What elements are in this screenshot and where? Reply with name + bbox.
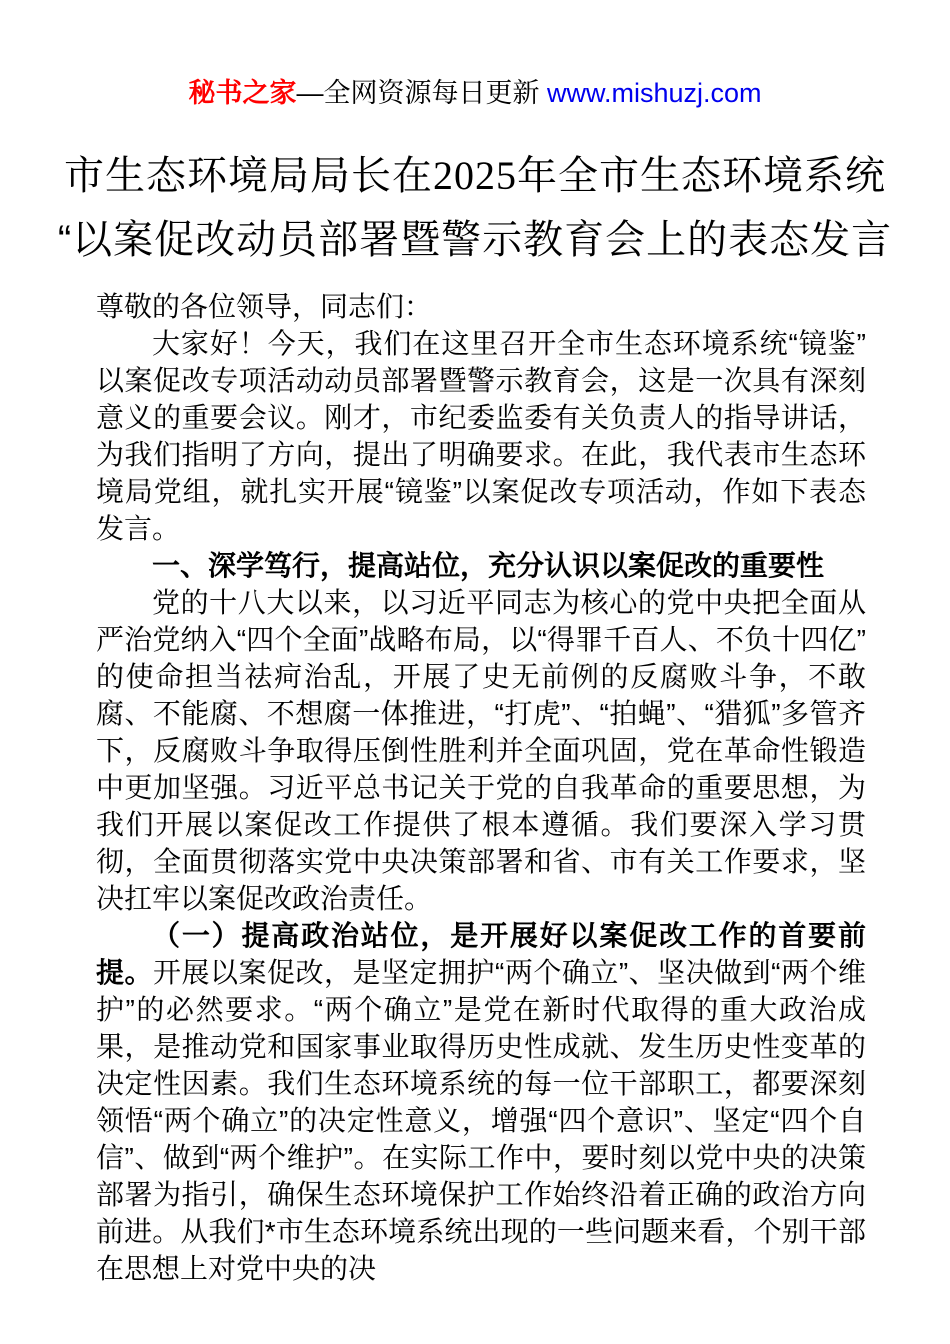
- subsection1-paragraph: [96, 917, 866, 1287]
- section1-paragraph: 党的十八大以来，以习近平同志为核心的党中央把全面从严治党纳入“四个全面”战略布局，以“得罪千百人、不负十四亿”的使命担当祛疴治乱，开展了史无前例的反腐败斗争，不敢腐、不能腐、不想腐一体推进，“打虎”、“拍蝇”、“猎狐”多管齐下，反腐败斗争取得压倒性胜利并全面巩固，党在革命性锻造中更加坚强。习近平总书记关于党的自我革命的重要思想，为我们开展以案促改工作提供了根本遵循。我们要深入学习贯彻，全面贯彻落实党中央决策部署和省、市有关工作要求，坚决扛牢以案促改政治责任。: [96, 587, 866, 914]
- title-line1-post: 年全市生态环境系统: [517, 154, 886, 198]
- document-body: [96, 288, 866, 1287]
- title-year: 2025: [433, 153, 517, 198]
- subsection1-rest: 开展以案促改，是坚定拥护“两个确立”、坚决做到“两个维护”的必然要求。“两个确立”是党在新时代取得的重大政治成果，是推动党和国家事业取得历史性成就、发生历史性变革的决定性因素。我们生态环境系统的每一位干部职工，都要深刻领悟“两个确立”的决定性意义，增强“四个意识”、坚定“四个自信”、做到“两个维护”。在实际工作中，要时刻以党中央的决策部署为指引，确保生态环境保护工作始终沿着正确的政治方向前进。从我们*市生态环境系统出现的一些问题来看，个别干部在思想上对党中央的决: [96, 957, 866, 1284]
- site-url-link[interactable]: www.mishuzj.com: [546, 78, 762, 108]
- site-brand: 秘书之家: [188, 78, 297, 108]
- site-tagline: —全网资源每日更新: [296, 78, 547, 108]
- document-title: [42, 144, 908, 272]
- title-line1-pre: 市生态环境局局长在: [64, 154, 433, 198]
- intro-paragraph: 大家好！今天，我们在这里召开全市生态环境系统“镜鉴”以案促改专项活动动员部署暨警示教育会，这是一次具有深刻意义的重要会议。刚才，市纪委监委有关负责人的指导讲话，为我们指明了方向，提出了明确要求。在此，我代表市生态环境局党组，就扎实开展“镜鉴”以案促改专项活动，作如下表态发言。: [96, 328, 866, 544]
- salutation-line: 尊敬的各位领导，同志们：: [96, 291, 433, 322]
- site-header: [0, 0, 950, 110]
- subsection1-lead: （一）提高政治站位，是开展好以案促改工作的首要前提。: [96, 920, 866, 988]
- document-title-line1: [42, 144, 908, 208]
- section-heading-one: 一、深学笃行，提高站位，充分认识以案促改的重要性: [152, 550, 825, 581]
- document-title-line2: “以案促改动员部署暨警示教育会上的表态发言: [57, 218, 893, 262]
